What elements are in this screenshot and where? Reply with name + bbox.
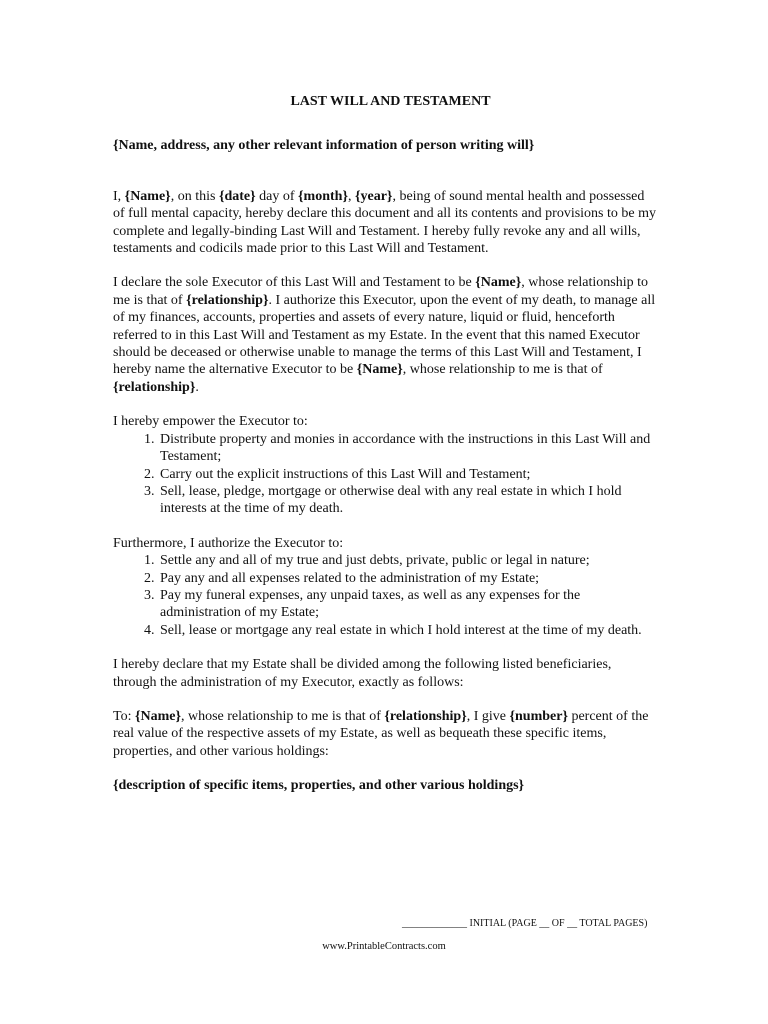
name-placeholder: {Name}	[124, 188, 171, 204]
list-item: 4. Sell, lease or mortgage any real estate in which I hold interest at the time of my death.	[158, 622, 658, 639]
bequest-text: , whose relationship to me is that of	[181, 708, 385, 724]
date-placeholder: {date}	[218, 188, 256, 204]
testator-info-placeholder: {Name, address, any other relevant information of person writing will}	[113, 138, 535, 154]
declaration-text: ,	[347, 188, 355, 204]
declaration-text: I,	[113, 188, 125, 204]
empower-list	[113, 431, 658, 518]
declaration-text: , on this	[170, 188, 219, 204]
footer-website: www.PrintableContracts.com	[322, 941, 446, 952]
name-placeholder: {Name}	[475, 275, 522, 291]
executor-text: , whose relationship to me is that of	[402, 362, 603, 378]
list-item: 3. Sell, lease, pledge, mortgage or otherwise deal with any real estate in which I hold interests at the time of my death.	[158, 483, 658, 518]
relationship-placeholder: {relationship}	[384, 708, 467, 724]
relationship-placeholder: {relationship}	[113, 379, 196, 395]
beneficiaries-intro: I hereby declare that my Estate shall be divided among the following listed beneficiaries, through the administration of my Executor, exactly as follows:	[113, 657, 612, 690]
executor-text: , whose relationship to me is that of	[113, 275, 649, 308]
empower-intro: I hereby empower the Executor to:	[113, 414, 308, 430]
name-placeholder: {Name}	[356, 362, 403, 378]
declaration-text: day of	[255, 188, 299, 204]
document-title: LAST WILL AND TESTAMENT	[290, 94, 491, 109]
bequest-text: percent of the real value of the respective assets of my Estate, as well as bequeath these specific items, properties, and other various holdings:	[113, 708, 649, 759]
executor-text: .	[195, 379, 199, 395]
list-item: 3. Pay my funeral expenses, any unpaid taxes, as well as any expenses for the administration of my Estate;	[158, 587, 658, 622]
year-placeholder: {year}	[354, 188, 393, 204]
bequest-paragraph	[113, 708, 658, 760]
list-item: 1. Settle any and all of my true and just debts, private, public or legal in nature;	[158, 552, 658, 569]
authorize-list	[113, 552, 658, 639]
executor-paragraph	[113, 274, 658, 396]
list-item: 1. Distribute property and monies in accordance with the instructions in this Last Will and Testament;	[158, 431, 658, 466]
list-item: 2. Pay any and all expenses related to the administration of my Estate;	[158, 570, 658, 587]
initial-page-line: _____________ INITIAL (PAGE __ OF __ TOTAL PAGES)	[402, 918, 648, 929]
authorize-intro: Furthermore, I authorize the Executor to:	[113, 535, 344, 551]
executor-text: I declare the sole Executor of this Last Will and Testament to be	[113, 275, 476, 291]
description-placeholder: {description of specific items, properties, and other various holdings}	[113, 778, 525, 794]
declaration-paragraph	[113, 188, 658, 258]
bequest-text: To:	[113, 708, 135, 724]
bequest-text: , I give	[466, 708, 510, 724]
declaration-text: , being of sound mental health and possessed of full mental capacity, hereby declare this document and all its contents and provisions to be my complete and legally-binding Last Will and Testament. I hereby fully revoke any and all wills, testaments and codicils made prior to this Last Will and Testament.	[113, 188, 656, 257]
executor-text: . I authorize this Executor, upon the event of my death, to manage all of my finances, accounts, properties and assets of every nature, liquid or fluid, henceforth referred to in this Last Will and Testament as my Estate. In the event that this named Executor should be deceased or otherwise unable to manage the terms of this Last Will and Testament, I hereby name the alternative Executor to be	[113, 292, 656, 378]
relationship-placeholder: {relationship}	[186, 292, 269, 308]
number-placeholder: {number}	[509, 708, 568, 724]
document-body	[113, 93, 658, 795]
month-placeholder: {month}	[298, 188, 348, 204]
name-placeholder: {Name}	[134, 708, 181, 724]
list-item: 2. Carry out the explicit instructions of this Last Will and Testament;	[158, 466, 658, 483]
